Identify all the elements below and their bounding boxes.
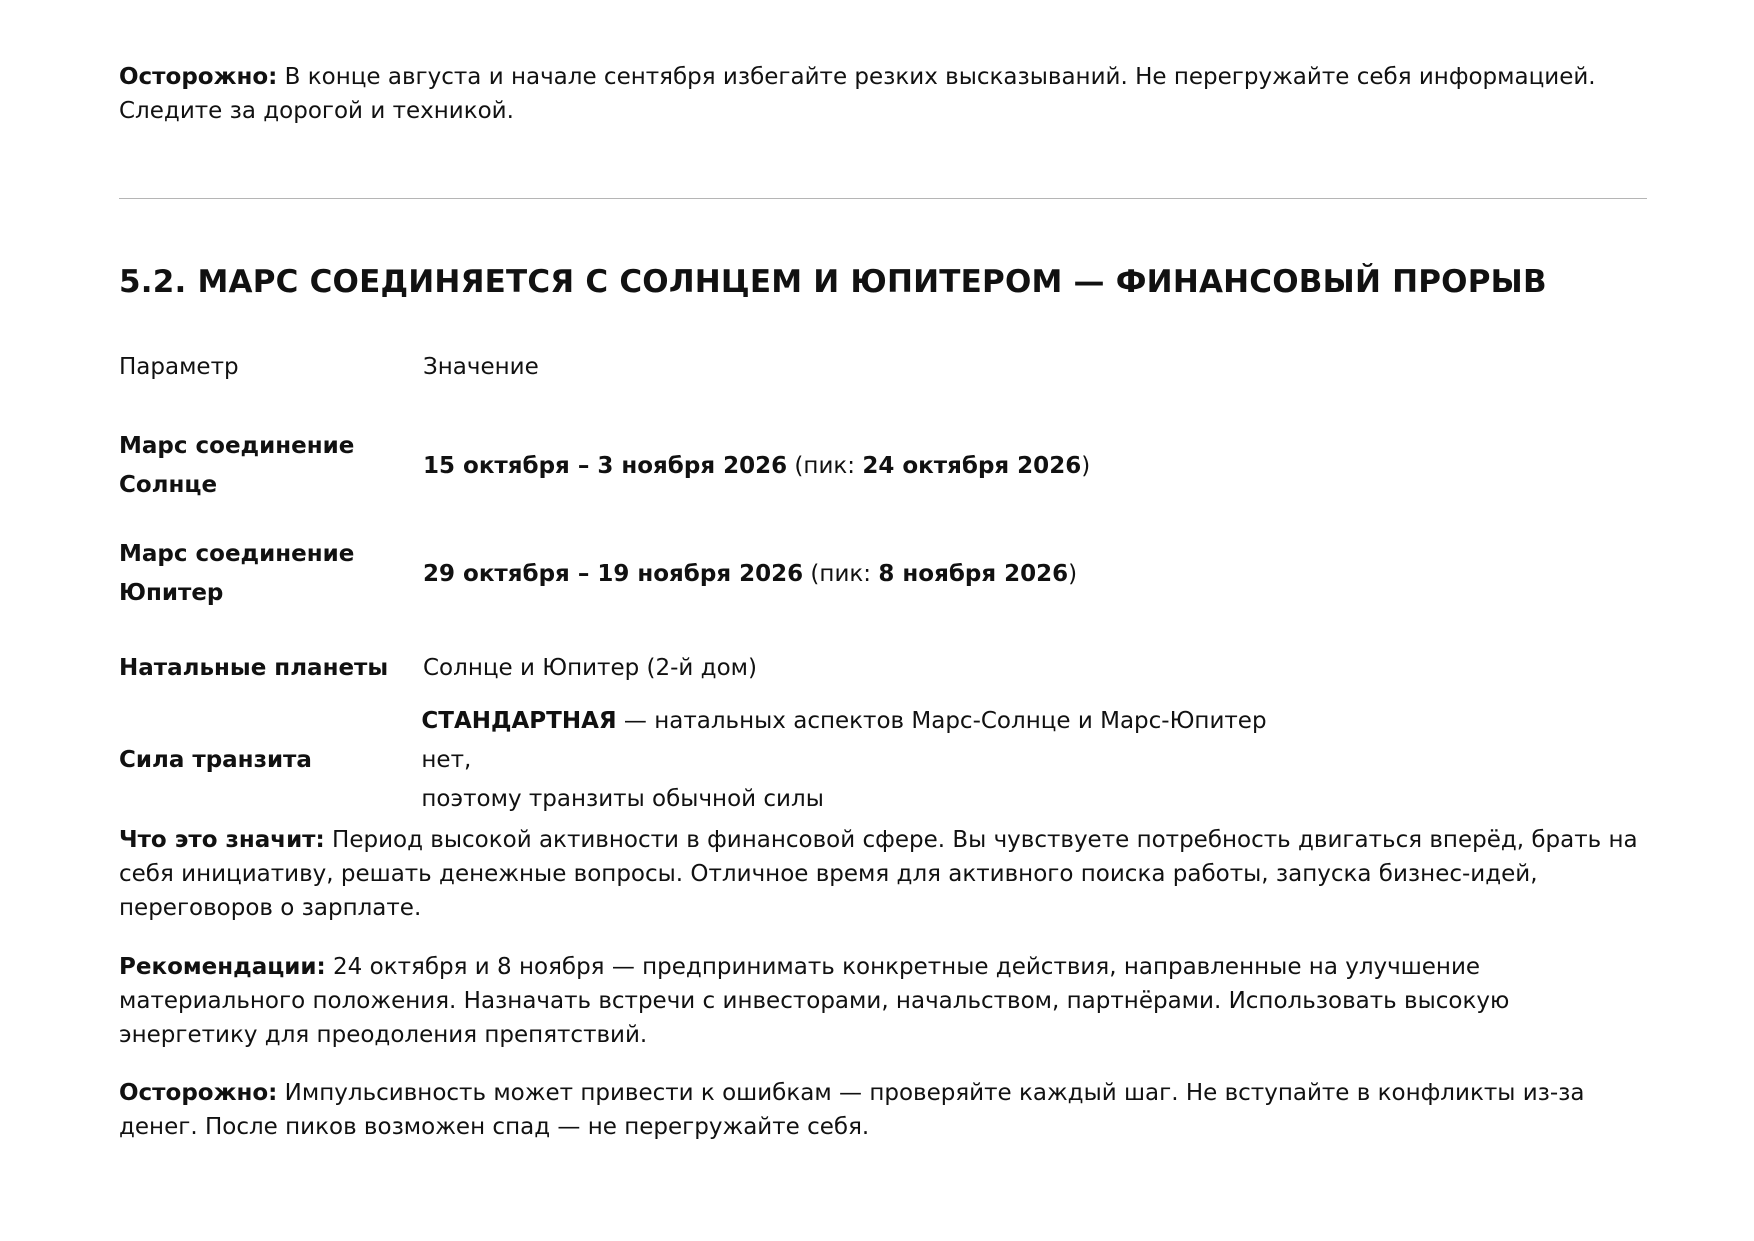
meaning-label: Что это значит: [119,827,325,853]
peak-date: 24 октября 2026 [862,452,1082,479]
peak-prefix: (пик: [787,452,863,479]
value-cell [421,702,1319,819]
section-divider [119,198,1647,199]
table-row [119,416,1319,516]
meaning-paragraph [119,823,1649,925]
peak-suffix: ) [1068,560,1078,587]
param-cell: Сила транзита [119,746,312,773]
value-cell: Солнце и Юпитер (2-й дом) [423,654,757,681]
param-line: Юпитер [119,580,224,606]
value-line: поэтому транзиты обычной силы [421,785,824,812]
param-line: Марс соединение [119,541,355,567]
param-cell: Натальные планеты [119,654,389,681]
value-cell [423,447,1090,486]
date-range: 29 октября – 19 ноября 2026 [423,560,804,587]
table-row [119,707,1319,812]
peak-date: 8 ноября 2026 [878,560,1069,587]
recommendations-paragraph [119,950,1649,1052]
table-header-row [119,346,1319,388]
caution-text: Импульсивность может привести к ошибкам — проверяйте каждый шаг. Не вступайте в конфликты из-за денег. После пиков возможен спад — не перегружайте себя. [119,1080,1585,1140]
caution-text: В конце августа и начале сентября избегайте резких высказываний. Не перегружайте себя информацией. Следите за дорогой и техникой. [119,64,1596,124]
section-title: 5.2. МАРС СОЕДИНЯЕТСЯ С СОЛНЦЕМ И ЮПИТЕРОМ — ФИНАНСОВЫЙ ПРОРЫВ [119,264,1547,300]
parameters-table [119,346,1319,812]
value-cell [423,555,1077,594]
strength-text: — натальных аспектов Марс-Солнце и Марс-Юпитер нет, [421,707,1267,773]
param-cell [119,535,423,613]
peak-prefix: (пик: [803,560,879,587]
table-row [119,524,1319,624]
param-line: Солнце [119,472,218,498]
recommendations-label: Рекомендации: [119,954,326,980]
peak-suffix: ) [1081,452,1091,479]
caution-label: Осторожно: [119,64,278,90]
param-cell [119,427,423,505]
param-line: Марс соединение [119,433,355,459]
strength-label: СТАНДАРТНАЯ [421,707,617,734]
value-line [421,702,1319,780]
caution-paragraph-bottom [119,1076,1649,1144]
header-value: Значение [423,353,539,380]
meaning-text: Период высокой активности в финансовой сфере. Вы чувствуете потребность двигаться вперёд, брать на себя инициативу, решать денежные вопросы. Отличное время для активного поиска работы, запуска бизнес-идей, переговоров о зарплате. [119,827,1638,921]
header-parameter: Параметр [119,353,239,380]
caution-paragraph-top [119,60,1649,128]
table-row [119,638,1319,698]
date-range: 15 октября – 3 ноября 2026 [423,452,788,479]
caution-label: Осторожно: [119,1080,278,1106]
recommendations-text: 24 октября и 8 ноября — предпринимать конкретные действия, направленные на улучшение материального положения. Назначать встречи с инвесторами, начальством, партнёрами. Использовать высокую энергетику для преодоления препятствий. [119,954,1510,1048]
